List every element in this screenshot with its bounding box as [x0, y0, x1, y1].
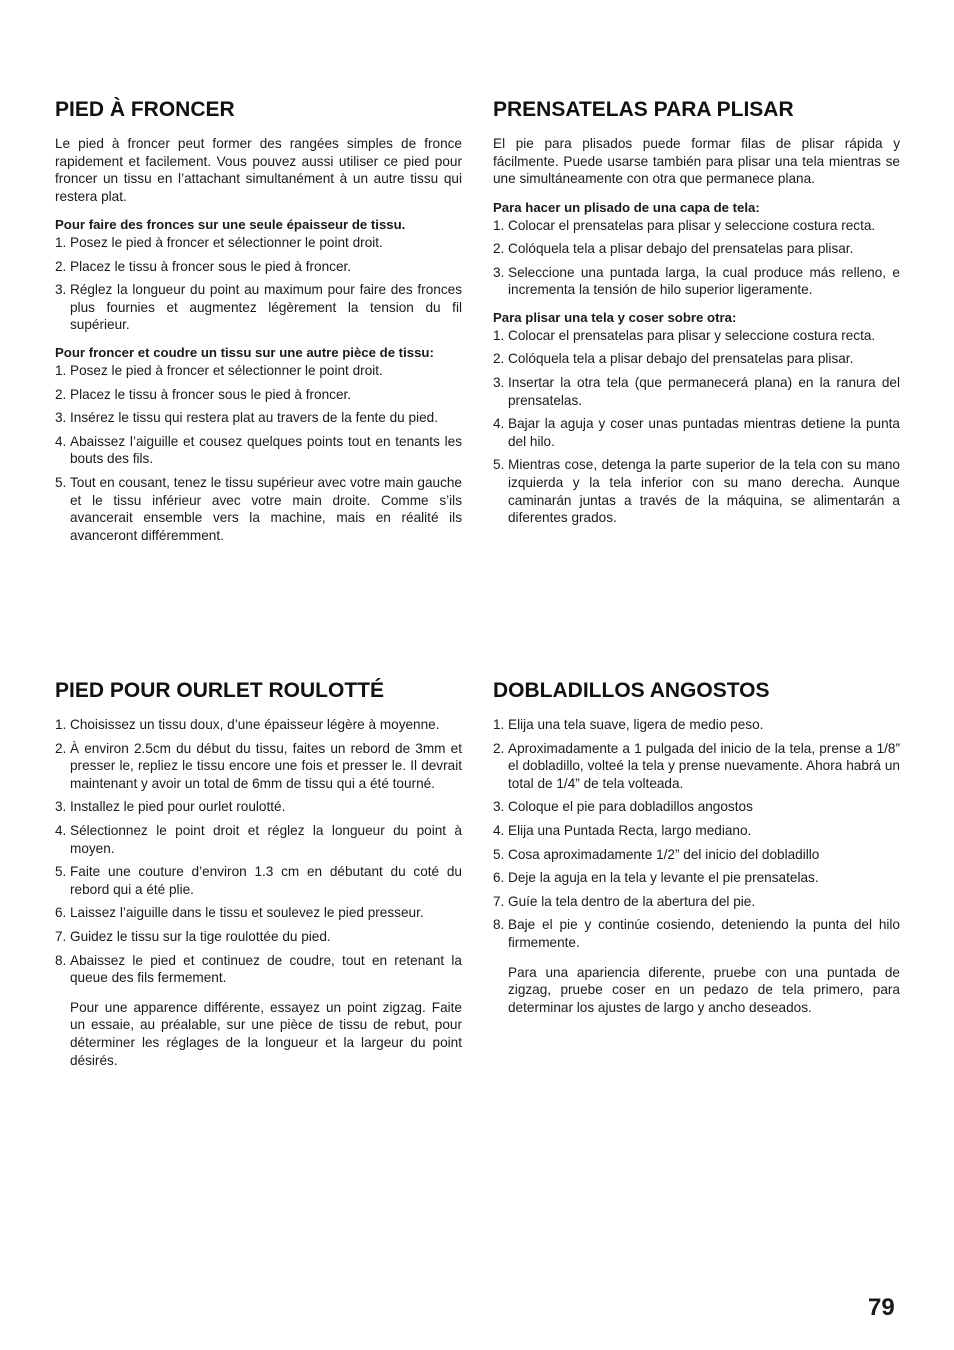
list-item: 3. Installez le pied pour ourlet roulotté.	[55, 799, 286, 815]
list-item: 3. Coloque el pie para dobladillos angostos	[493, 799, 753, 815]
list-item: 3. Insérez le tissu qui restera plat au travers de la fente du pied.	[55, 410, 438, 426]
intro-paragraph: El pie para plisados puede formar filas de plisar rápida y fácilmente. Puede usarse también para plisar una tela mientras se une simultáneamente con otra que permanece plana.	[493, 136, 900, 186]
steps-list	[493, 217, 900, 299]
list-item: 2. Colóquela tela a plisar debajo del prensatelas para plisar.	[493, 241, 854, 257]
note-paragraph: Para una apariencia diferente, pruebe con una puntada de zigzag, pruebe coser en un pedazo de tela primero, para determinar los ajustes de largo y ancho deseados.	[508, 964, 900, 1015]
list-item: 4. Bajar la aguja y coser unas puntadas mientras detiene la punta del hilo.	[493, 416, 900, 449]
list-item: 4. Abaissez l’aiguille et cousez quelques points tout en tenants les bouts des fils.	[55, 433, 462, 467]
section-pied-a-froncer	[55, 97, 462, 556]
intro-paragraph: Le pied à froncer peut former des rangées simples de fronce rapidement et facilement. Vous pouvez aussi utiliser ce pied pour froncer un tissu en l’attachant simultanément à un autre tissu qui restera plat.	[55, 136, 462, 204]
list-item: 5. Mientras cose, detenga la parte superior de la tela con su mano izquierda y la tela inferior con su mano derecha. Aunque caminarán juntas a través de la máquina, se alimentarán a diferentes grados.	[493, 457, 900, 526]
list-item: 1. Posez le pied à froncer et sélectionner le point droit.	[55, 362, 383, 378]
list-item: 4. Sélectionnez le point droit et réglez la longueur du point à moyen.	[55, 822, 462, 856]
steps-list	[493, 716, 900, 952]
steps-list	[55, 362, 462, 544]
list-item: 2. Placez le tissu à froncer sous le pied à froncer.	[55, 258, 352, 274]
list-item: 3. Réglez la longueur du point au maximum pour faire des fronces plus fournies et augmentez légèrement la tension du fil supérieur.	[55, 282, 462, 333]
steps-list	[55, 234, 462, 334]
list-item: 7. Guidez le tissu sur la tige roulottée du pied.	[55, 928, 331, 944]
list-item: 1. Posez le pied à froncer et sélectionner le point droit.	[55, 235, 383, 250]
page-number: 79	[868, 1294, 895, 1321]
list-item: 4. Elija una Puntada Recta, largo mediano.	[493, 822, 752, 838]
note-paragraph: Pour une apparence différente, essayez un point zigzag. Faite un essaie, au préalable, sur une pièce de tissu de rebut, pour déterminer les réglages de la longueur et la largeur du point désirés.	[70, 999, 462, 1068]
list-item: 5. Cosa aproximadamente 1/2” del inicio del dobladillo	[493, 846, 820, 862]
section-title: PRENSATELAS PARA PLISAR	[493, 98, 794, 121]
subheading: Para hacer un plisado de una capa de tela:	[493, 199, 760, 215]
list-item: 5. Faite une couture d’environ 1.3 cm en débutant du coté du rebord qui a été plie.	[55, 864, 462, 897]
list-item: 1. Choisissez un tissu doux, d’une épaisseur légère à moyenne.	[55, 717, 440, 732]
list-item: 6. Laissez l’aiguille dans le tissu et soulevez le pied presseur.	[55, 905, 424, 921]
list-item: 7. Guíe la tela dentro de la abertura del pie.	[493, 893, 756, 909]
section-title: PIED À FRONCER	[55, 98, 235, 121]
list-item: 2. Placez le tissu à froncer sous le pied à froncer.	[55, 386, 352, 402]
list-item: 3. Seleccione una puntada larga, la cual produce más relleno, e incrementa la tensión de hilo superior ligeramente.	[493, 264, 900, 298]
section-pied-pour-ourlet-roulotte	[55, 678, 462, 1069]
list-item: 6. Deje la aguja en la tela y levante el pie prensatelas.	[493, 870, 819, 886]
list-item: 3. Insertar la otra tela (que permanecerá plana) en la ranura del prensatelas.	[493, 375, 900, 408]
list-item: 8. Baje el pie y continúe cosiendo, deteniendo la punta del hilo firmemente.	[493, 917, 900, 950]
subheading: Para plisar una tela y coser sobre otra:	[493, 309, 737, 325]
list-item: 2. À environ 2.5cm du début du tissu, faites un rebord de 3mm et presser le, repliez le tissu encore une fois et presser le. Il devrait maintenant y avoir un total de 6mm de tissu qui a été tourné.	[55, 740, 462, 791]
section-title: DOBLADILLOS ANGOSTOS	[493, 679, 770, 702]
list-item: 1. Colocar el prensatelas para plisar y seleccione costura recta.	[493, 327, 876, 343]
subheading: Pour faire des fronces sur une seule épaisseur de tissu.	[55, 217, 406, 232]
list-item: 1. Elija una tela suave, ligera de medio peso.	[493, 717, 764, 732]
section-dobladillos-angostos	[493, 678, 900, 1016]
list-item: 1. Colocar el prensatelas para plisar y seleccione costura recta.	[493, 217, 876, 233]
list-item: 2. Colóquela tela a plisar debajo del prensatelas para plisar.	[493, 351, 854, 367]
list-item: 5. Tout en cousant, tenez le tissu supérieur avec votre main gauche et le tissu inférieur avec votre main droite. Comme s’ils avancerait ensemble vers la machine, mais en réalité ils avanceront différemment.	[55, 474, 462, 543]
list-item: 8. Abaissez le pied et continuez de coudre, tout en retenant la queue des fils fermement.	[55, 952, 462, 986]
steps-list	[55, 716, 462, 987]
subheading: Pour froncer et coudre un tissu sur une autre pièce de tissu:	[55, 344, 434, 360]
section-prensatelas-para-plisar	[493, 97, 900, 539]
list-item: 2. Aproximadamente a 1 pulgada del inicio de la tela, prense a 1/8” el dobladillo, volteé la tela y prense nuevamente. Ahora habrá un total de 1/4” de tela volteada.	[493, 740, 900, 791]
section-title: PIED POUR OURLET ROULOTTÉ	[55, 679, 385, 702]
steps-list	[493, 327, 900, 527]
